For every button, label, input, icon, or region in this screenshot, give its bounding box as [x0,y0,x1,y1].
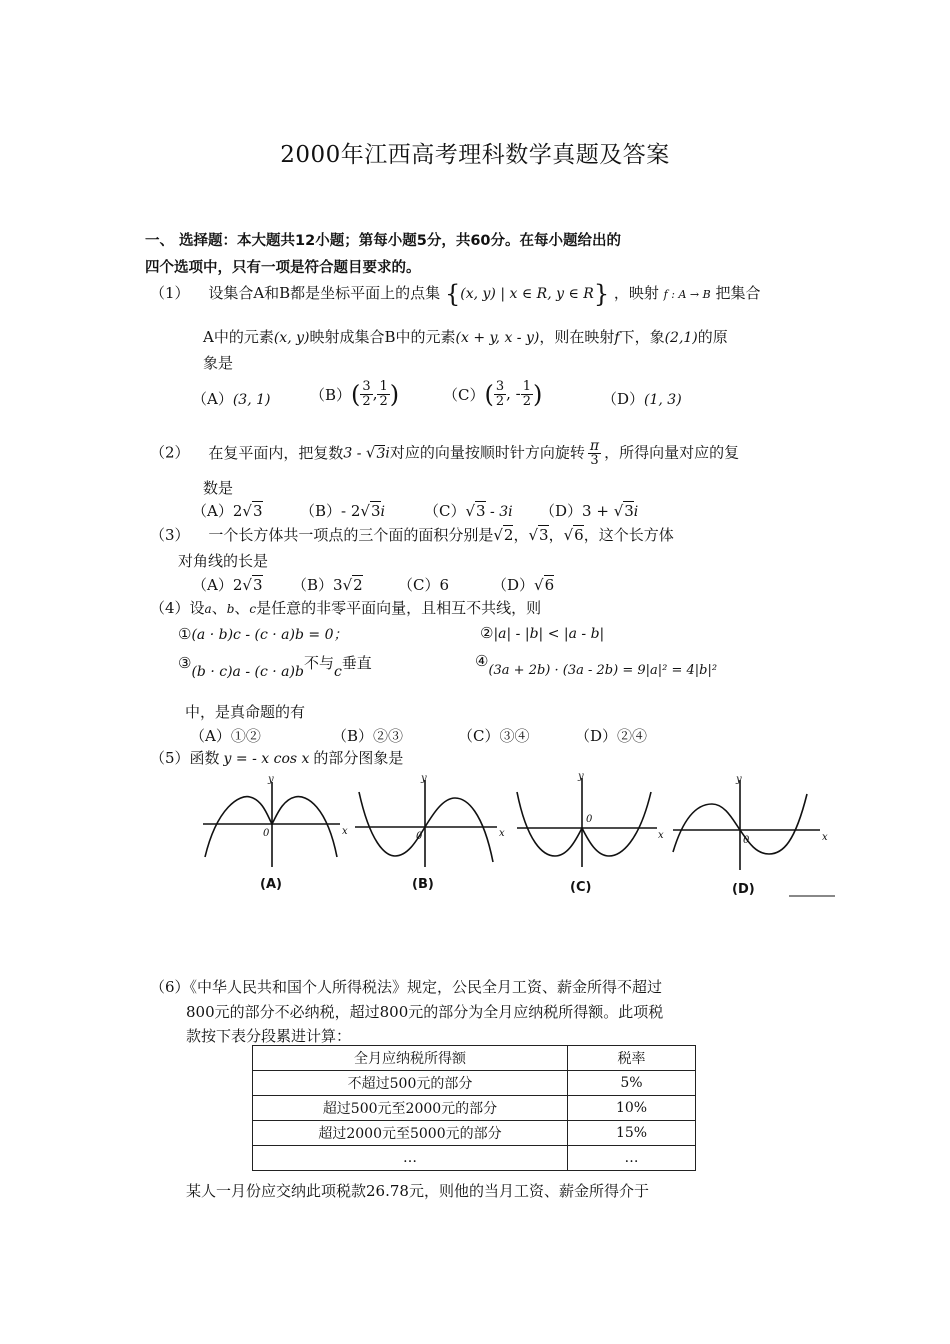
table-cell: … [568,1146,696,1171]
option-c: （C）( $\frac{3}{2}$ , - $\frac{1}{2}$ ) [443,379,543,409]
graph-c-x-label: x [658,830,664,841]
option-a: （A）①② [190,727,261,745]
statement-4: ④(3a + 2b) · (3a - 2b) = 9|a|² = 4|b|² [475,652,718,678]
set-expression: (x, y) | x ∈ R, y ∈ R [460,286,594,302]
table-cell: 超过2000元至5000元的部分 [253,1121,568,1146]
question-text: 下，象 [619,328,665,346]
graph-a [203,782,340,867]
section-heading-line1: 一、 选择题：本大题共12小题；第每小题5分，共60分。在每小题给出的 [145,233,621,249]
option-b: （B）3√2 [292,576,363,594]
table-cell: 5% [568,1071,696,1096]
table-header-cell: 全月应纳税所得额 [253,1046,568,1071]
question-number: （1） [150,284,190,302]
curve [205,797,337,857]
graph-d-y-label: y [736,774,742,785]
statement-1: ①(a · b)c - (c · a)b = 0； [178,625,348,643]
question-1-line3: 象是 [203,354,234,372]
option-a: （A）2√3 [192,502,263,520]
graph-d-x-label: x [822,832,828,843]
graph-options [195,772,845,902]
option-d: （D）(1, 3) [602,390,682,408]
option-a: （A）2√3 [192,576,263,594]
table-row [253,1146,696,1171]
question-6-line1: （6）《中华人民共和国个人所得税法》规定，公民全月工资、薪金所得不超过 [150,978,663,996]
graph-a-origin: 0 [263,828,270,839]
math-expression: (x, y) [273,330,310,346]
question-text: 把集合 [715,284,761,302]
graph-a-y-label: y [268,774,274,785]
question-1-line2 [203,326,728,347]
question-text: 的原 [697,328,728,346]
statement-3: ③(b · c)a - (c · a)b不与c垂直 [178,654,372,680]
question-6-line4: 某人一月份应交纳此项税款26.78元，则他的当月工资、薪金所得介于 [186,1182,649,1200]
math-expression: f [614,330,620,346]
graph-d-origin: 0 [743,835,750,846]
graph-c-y-label: y [578,772,584,782]
option-c: （C）6 [398,576,450,594]
map-expression: f : A → B [663,288,711,301]
page-title: 2000年江西高考理科数学真题及答案 [280,142,670,168]
section-heading-line2: 四个选项中，只有一项是符合题目要求的。 [145,260,421,276]
question-4-line1: （4）设a、b、c是任意的非零平面向量，且相互不共线，则 [150,599,542,617]
table-header-row [253,1046,696,1071]
question-1-line1: （1） 设集合A和B都是坐标平面上的点集 {(x, y) | x ∈ R, y ∈ R} ，映射 f : A → B 把集合 [150,280,761,308]
graph-a-label: (A) [260,877,282,892]
graph-b-y-label: y [421,773,427,784]
table-cell: … [253,1146,568,1171]
question-6-line2: 800元的部分不必纳税，超过800元的部分为全月应纳税所得额。此项税 [186,1003,664,1021]
graph-b-label: (B) [412,877,434,892]
graph-c-label: (C) [570,880,592,895]
question-text: ，映射 [613,284,659,302]
graph-a-x-label: x [342,826,348,837]
tax-rate-table [252,1045,696,1171]
question-2-line1: （2） 在复平面内，把复数3 - √3i对应的向量按顺时针方向旋转 $\frac{\pi}{3}$ ，所得向量对应的复 [150,438,740,468]
question-text: ，则在映射 [539,328,615,346]
table-cell: 超过500元至2000元的部分 [253,1096,568,1121]
graph-b-origin: 0 [416,831,423,842]
graph-d [673,780,820,870]
graph-d-label: (D) [732,882,755,897]
table-header-cell: 税率 [568,1046,696,1071]
option-b: （B）( $\frac{3}{2}$ , $\frac{1}{2}$ ) [310,379,400,409]
option-b: （B）②③ [332,727,404,745]
option-d: （D）②④ [575,727,648,745]
option-c: （C）③④ [458,727,530,745]
graph-c-origin: 0 [586,814,593,825]
question-6-line3: 款按下表分段累进计算： [186,1027,352,1045]
question-5-line1: （5）函数 y = - x cos x 的部分图象是 [150,749,404,767]
table-cell: 10% [568,1096,696,1121]
statement-2: ②|a| - |b| < |a - b| [480,624,605,642]
question-2-line2: 数是 [203,479,234,497]
table-row [253,1096,696,1121]
question-4-line-true: 中，是真命题的有 [185,703,306,721]
question-3-line2: 对角线的长是 [178,552,269,570]
table-cell: 15% [568,1121,696,1146]
question-text: 设集合A和B都是坐标平面上的点集 [208,284,441,302]
curve [517,792,651,856]
question-text: 映射成集合B中的元素 [309,328,456,346]
question-text: A中的元素 [203,328,274,346]
option-d: （D）3 + √3i [540,502,639,520]
graph-b-x-label: x [499,828,505,839]
option-a: （A）(3, 1) [192,390,271,408]
option-b: （B）- 2√3i [300,502,385,520]
question-3-line1: （3） 一个长方体共一项点的三个面的面积分别是√2，√3，√6，这个长方体 [150,526,674,544]
table-row [253,1071,696,1096]
math-expression: (x + y, x - y) [455,330,540,346]
graph-b [355,780,497,867]
table-row [253,1121,696,1146]
table-cell: 不超过500元的部分 [253,1071,568,1096]
math-expression: (2,1) [664,330,698,346]
option-c: （C）√3 - 3i [424,502,513,520]
option-d: （D）√6 [492,576,555,594]
